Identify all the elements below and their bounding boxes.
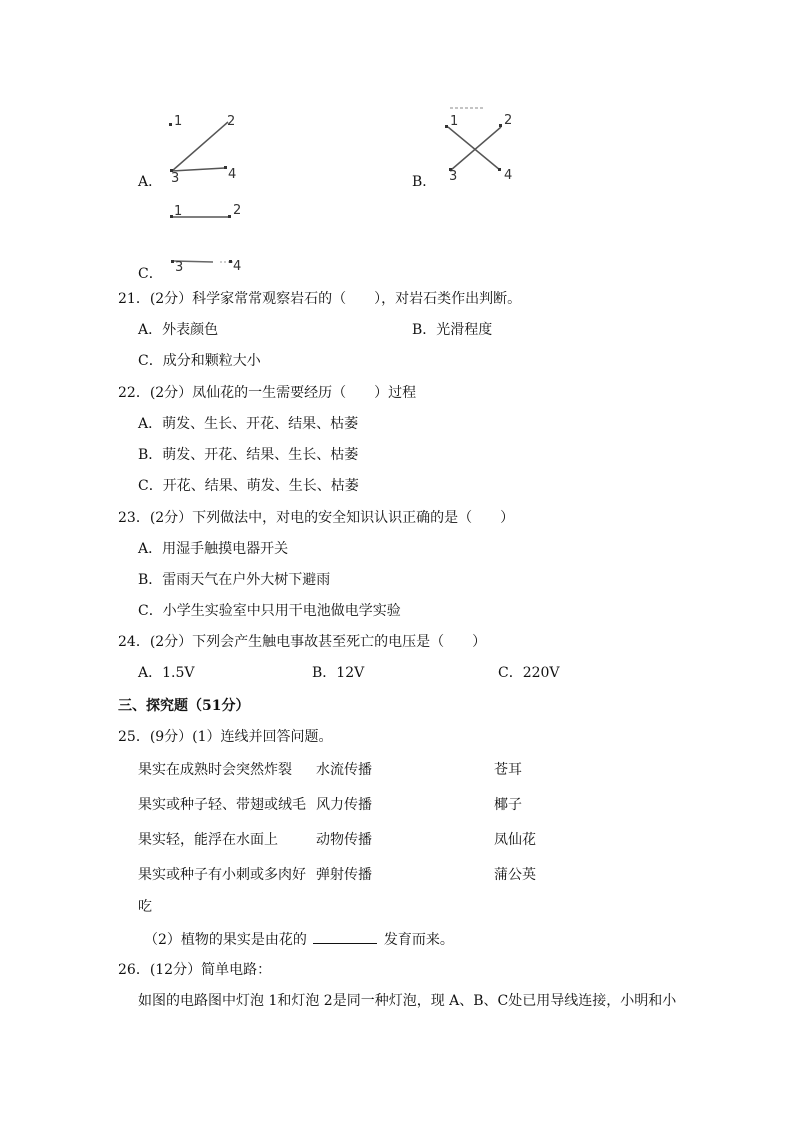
q25-feature-3: 果实轻，能浮在水面上 [138, 832, 278, 848]
q25-method-1: 水流传播 [316, 762, 372, 778]
q25-part2-before: （2）植物的果实是由花的 [144, 932, 307, 948]
q25-part2-after: 发育而来。 [383, 932, 454, 948]
q22-option-a: A．萌发、生长、开花、结果、枯萎 [138, 416, 359, 432]
label-3: 3 [171, 171, 180, 186]
option-a-diagram [162, 108, 252, 188]
q24-option-c: C．220V [498, 665, 560, 681]
q26-text: 如图的电路图中灯泡 1和灯泡 2是同一种灯泡，现 A、B、C处已用导线连接，小明和小 [138, 993, 677, 1009]
q25-stem: 25．(9分）(1）连线并回答问题。 [118, 729, 333, 745]
answer-blank[interactable] [313, 931, 377, 944]
q25-feature-4-wrap: 吃 [138, 899, 152, 915]
q23-option-b: B．雷雨天气在户外大树下避雨 [138, 572, 331, 588]
q23-stem: 23．(2分）下列做法中，对电的安全知识认识正确的是（ ） [118, 510, 515, 526]
q22-option-b: B．萌发、开花、结果、生长、枯萎 [138, 447, 359, 463]
q23-option-c: C．小学生实验室中只用干电池做电学实验 [138, 603, 401, 619]
q25-feature-4: 果实或种子有小刺或多肉好 [138, 867, 306, 883]
q25-method-2: 风力传播 [316, 797, 372, 813]
q21-stem: 21．(2分）科学家常常观察岩石的（ ），对岩石类作出判断。 [118, 291, 522, 307]
label-2: 2 [227, 114, 236, 129]
q22-stem: 22．(2分）凤仙花的一生需要经历（ ）过程 [118, 385, 417, 401]
q21-option-b: B．光滑程度 [412, 322, 493, 338]
label-1: 1 [174, 114, 183, 129]
label-2: 2 [233, 203, 242, 218]
q25-feature-2: 果实或种子轻、带翅或绒毛 [138, 797, 306, 813]
option-a-label: A． [138, 174, 163, 190]
q25-method-3: 动物传播 [316, 832, 372, 848]
option-b-diagram [440, 100, 530, 185]
q24-option-a: A．1.5V [138, 665, 195, 681]
q25-method-4: 弹射传播 [316, 867, 372, 883]
label-4: 4 [228, 167, 237, 182]
option-c-label: C． [138, 266, 163, 282]
option-c-diagram [165, 200, 255, 275]
label-4: 4 [504, 168, 513, 183]
q25-plant-4: 蒲公英 [494, 867, 536, 883]
q26-stem: 26．(12分）简单电路： [118, 962, 272, 978]
q24-option-b: B．12V [312, 665, 365, 681]
label-1: 1 [450, 114, 459, 129]
label-2: 2 [504, 113, 513, 128]
q25-part2 [144, 931, 454, 949]
q25-feature-1: 果实在成熟时会突然炸裂 [138, 762, 292, 778]
q25-plant-3: 凤仙花 [494, 832, 536, 848]
q25-plant-2: 椰子 [494, 797, 522, 813]
q21-option-a: A．外表颜色 [138, 322, 219, 338]
option-b-label: B． [412, 174, 437, 190]
q23-option-a: A．用湿手触摸电器开关 [138, 541, 289, 557]
q25-plant-1: 苍耳 [494, 762, 522, 778]
section-title: 三、探究题（51分） [118, 698, 250, 714]
q21-option-c: C．成分和颗粒大小 [138, 353, 261, 369]
q24-stem: 24．(2分）下列会产生触电事故甚至死亡的电压是（ ） [118, 634, 487, 650]
q22-option-c: C．开花、结果、萌发、生长、枯萎 [138, 478, 359, 494]
label-3: 3 [175, 260, 184, 275]
label-1: 1 [174, 204, 183, 219]
label-3: 3 [449, 169, 458, 184]
label-4: 4 [233, 259, 242, 274]
